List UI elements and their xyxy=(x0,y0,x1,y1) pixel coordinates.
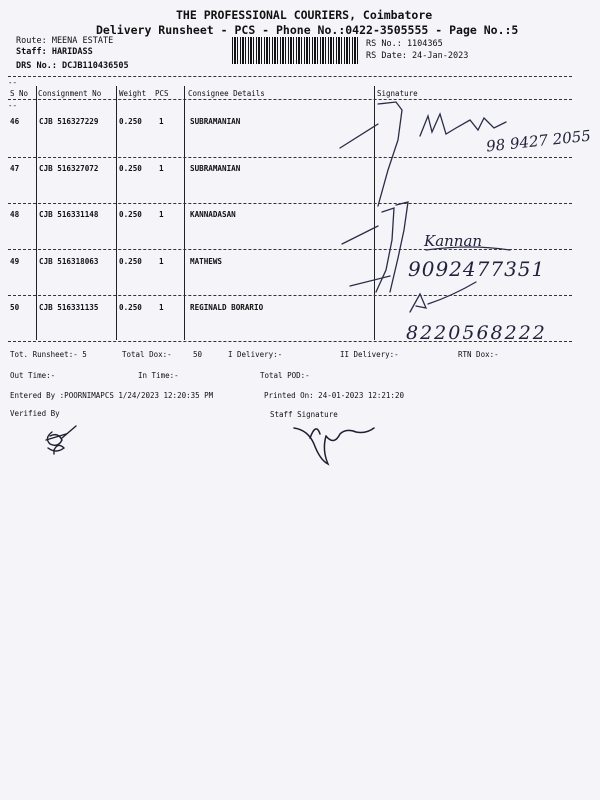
staff-signature xyxy=(290,418,390,478)
row-consignee: KANNADASAN xyxy=(190,210,236,219)
entered-by: Entered By :POORNIMAPCS 1/24/2023 12:20:35 PM xyxy=(10,391,214,400)
row-sno: 46 xyxy=(10,117,20,126)
rs-date: RS Date: 24-Jan-2023 xyxy=(366,51,469,61)
rs-number: RS No.: 1104365 xyxy=(366,39,443,49)
total-runsheet: Tot. Runsheet:- 5 xyxy=(10,350,87,359)
row-consignment: CJB 516331148 xyxy=(39,210,99,219)
company-title: THE PROFESSIONAL COURIERS, Coimbatore xyxy=(176,8,433,22)
row-sno: 48 xyxy=(10,210,20,219)
row-weight: 0.250 xyxy=(119,303,142,312)
row-sno: 50 xyxy=(10,303,20,312)
row-consignee: MATHEWS xyxy=(190,257,223,266)
in-time: In Time:- xyxy=(138,371,179,380)
drs-number: DRS No.: DCJB110436505 xyxy=(16,61,129,71)
staff-signature-label: Staff Signature xyxy=(270,410,338,419)
handwritten-phone-2: 9092477351 xyxy=(408,257,546,281)
total-dox-value: 50 xyxy=(193,350,203,359)
row-pcs: 1 xyxy=(159,257,164,266)
out-time: Out Time:- xyxy=(10,371,56,380)
divider-marks: -- xyxy=(8,101,18,110)
row-sno: 47 xyxy=(10,164,20,173)
row-consignment: CJB 516327229 xyxy=(39,117,99,126)
row-weight: 0.250 xyxy=(119,117,142,126)
divider-marks: -- xyxy=(8,78,18,87)
row-consignment: CJB 516331135 xyxy=(39,303,99,312)
printed-on: Printed On: 24-01-2023 12:21:20 xyxy=(264,391,404,400)
row-pcs: 1 xyxy=(159,164,164,173)
col-header-pcs: PCS xyxy=(155,89,169,98)
handwritten-name: Kannan xyxy=(424,232,483,250)
col-header-weight: Weight xyxy=(119,89,147,98)
row-pcs: 1 xyxy=(159,210,164,219)
col-header-sno: S No xyxy=(10,89,29,98)
ii-delivery: II Delivery:- xyxy=(340,350,399,359)
handwritten-phone-1: 98 9427 2055 xyxy=(485,126,592,156)
total-dox-label: Total Dox:- xyxy=(122,350,172,359)
row-consignment: CJB 516318063 xyxy=(39,257,99,266)
handwritten-phone-3: 8220568222 xyxy=(406,322,547,344)
i-delivery: I Delivery:- xyxy=(228,350,283,359)
verified-by-label: Verified By xyxy=(10,409,60,418)
rtn-dox: RTN Dox:- xyxy=(458,350,499,359)
row-pcs: 1 xyxy=(159,303,164,312)
col-header-consignee: Consignee Details xyxy=(188,89,265,98)
row-consignment: CJB 516327072 xyxy=(39,164,99,173)
row-weight: 0.250 xyxy=(119,164,142,173)
row-sno: 49 xyxy=(10,257,20,266)
row-consignee: SUBRAMANIAN xyxy=(190,164,241,173)
row-weight: 0.250 xyxy=(119,257,142,266)
row-weight: 0.250 xyxy=(119,210,142,219)
col-header-consignment: Consignment No xyxy=(38,89,102,98)
col-header-signature: Signature xyxy=(377,89,418,98)
staff-label: Staff: HARIDASS xyxy=(16,47,93,57)
row-consignee: SUBRAMANIAN xyxy=(190,117,241,126)
row-pcs: 1 xyxy=(159,117,164,126)
row-consignee: REGINALD BORARIO xyxy=(190,303,264,312)
runsheet-subtitle: Delivery Runsheet - PCS - Phone No.:0422-3505555 - Page No.:5 xyxy=(96,23,519,37)
route-label: Route: MEENA ESTATE xyxy=(16,36,114,46)
verifier-signature xyxy=(40,420,100,470)
total-pod: Total POD:- xyxy=(260,371,310,380)
